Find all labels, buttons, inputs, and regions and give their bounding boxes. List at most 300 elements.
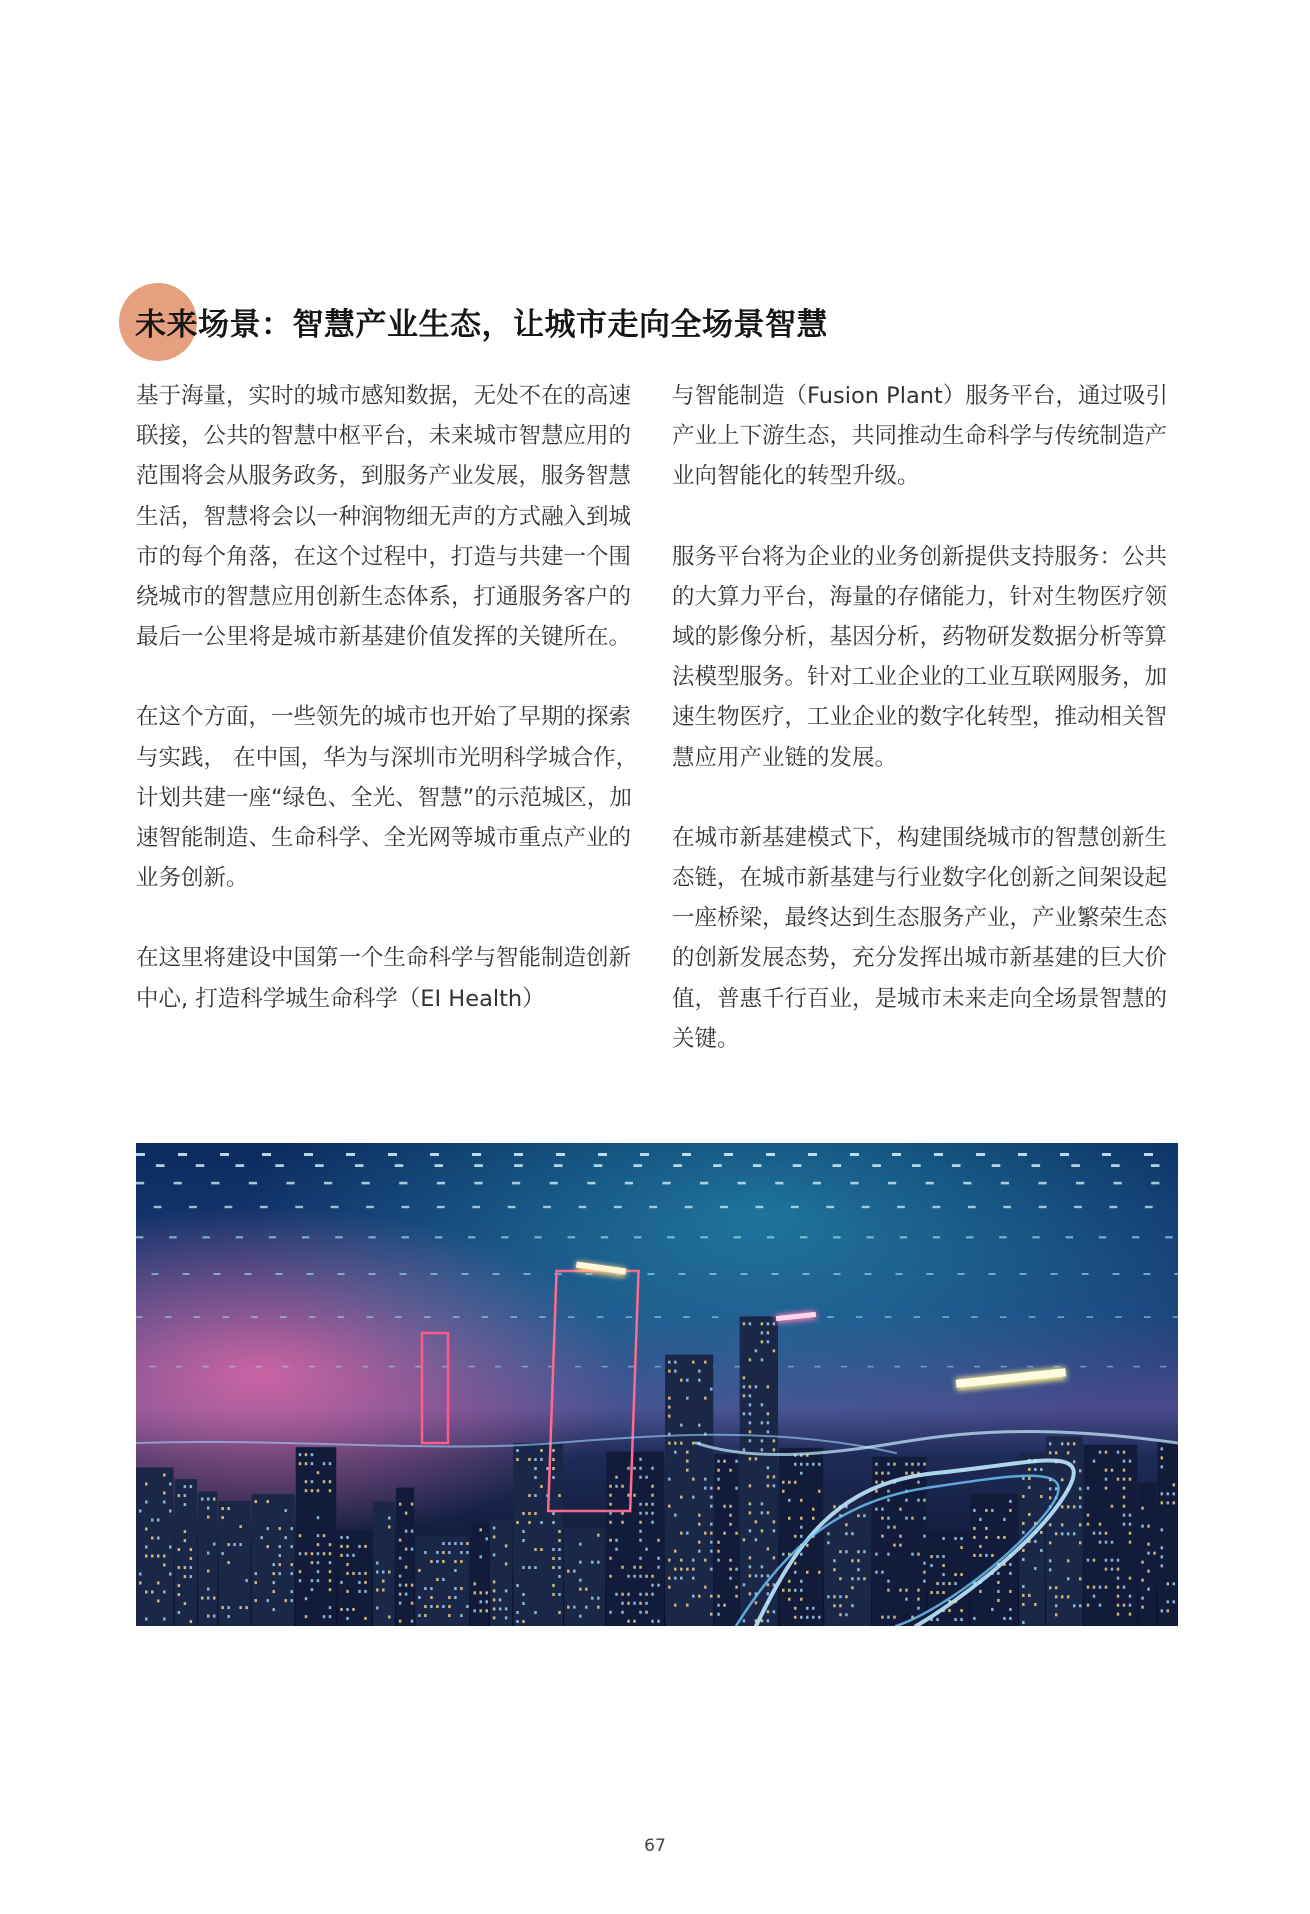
window-light (749, 1574, 752, 1577)
window-light (1028, 1477, 1031, 1480)
window-light (767, 1385, 770, 1388)
window-light (735, 1532, 738, 1535)
window-light (1123, 1505, 1126, 1508)
window-light (1003, 1617, 1006, 1620)
grid-light (1039, 1206, 1047, 1208)
grid-light (1058, 1316, 1065, 1318)
grid-light (974, 1366, 980, 1368)
window-light (794, 1481, 797, 1484)
window-light (157, 1518, 160, 1521)
window-light (329, 1462, 332, 1465)
window-light (442, 1542, 445, 1545)
window-light (207, 1516, 210, 1519)
left-column (136, 376, 644, 1059)
window-light (227, 1543, 230, 1546)
window-light (178, 1593, 181, 1596)
window-light (352, 1572, 355, 1575)
window-light (627, 1467, 630, 1470)
window-light (424, 1605, 427, 1608)
window-light (633, 1467, 636, 1470)
window-light (460, 1560, 463, 1563)
window-light (505, 1607, 508, 1610)
grid-light (136, 1236, 143, 1238)
window-light (710, 1388, 713, 1391)
window-light (609, 1575, 612, 1578)
window-light (290, 1572, 293, 1575)
window-light (845, 1595, 848, 1598)
window-light (207, 1570, 210, 1573)
window-light (1105, 1451, 1108, 1454)
window-light (674, 1550, 677, 1553)
window-light (399, 1602, 402, 1605)
window-light (1105, 1541, 1108, 1544)
window-light (1067, 1595, 1070, 1598)
window-light (942, 1582, 945, 1585)
window-light (743, 1385, 746, 1388)
window-light (621, 1611, 624, 1614)
window-light (985, 1527, 988, 1530)
window-light (609, 1494, 612, 1497)
window-light (755, 1538, 758, 1541)
window-light (991, 1509, 994, 1512)
window-light (800, 1499, 803, 1502)
window-light (299, 1552, 302, 1555)
window-light (552, 1557, 555, 1560)
grid-light (833, 1236, 840, 1238)
window-light (1147, 1570, 1150, 1573)
window-light (1034, 1603, 1037, 1606)
window-light (639, 1593, 642, 1596)
grid-light (236, 1164, 245, 1167)
window-light (960, 1573, 963, 1576)
window-light (558, 1593, 561, 1596)
window-light (749, 1403, 752, 1406)
window-light (621, 1593, 624, 1596)
grid-light (963, 1182, 971, 1185)
window-light (875, 1490, 878, 1493)
window-light (615, 1548, 618, 1551)
window-light (522, 1530, 525, 1533)
window-light (1079, 1469, 1082, 1472)
grid-light (926, 1182, 934, 1185)
window-light (1129, 1523, 1132, 1526)
window-light (311, 1561, 314, 1564)
grid-light (894, 1366, 900, 1368)
window-light (833, 1568, 836, 1571)
window-light (639, 1458, 642, 1461)
grid-light (388, 1153, 397, 1156)
window-light (674, 1577, 677, 1580)
page-number: 67 (644, 1836, 666, 1856)
grid-light (586, 1273, 593, 1275)
window-light (680, 1532, 683, 1535)
building (927, 1531, 969, 1626)
window-light (621, 1521, 624, 1524)
window-light (1099, 1586, 1102, 1589)
window-light (881, 1571, 884, 1574)
paragraph: 服务平台将为企业的业务创新提供支持服务：公共的大算力平台，海量的存储能力，针对生物医疗领域的影像分析，基因分析，药物研发数据分析等算法模型服务。针对工业企业的工业互联网服务，加速生物医疗，工业企业的数字化转型，推动相关智慧应用产业链的发展。 (672, 543, 1168, 771)
grid-light (614, 1206, 622, 1208)
building (1046, 1436, 1083, 1626)
window-light (1099, 1532, 1102, 1535)
grid-light (927, 1273, 934, 1275)
grid-light (685, 1206, 693, 1208)
window-light (668, 1415, 671, 1418)
window-light (991, 1608, 994, 1611)
window-light (788, 1580, 791, 1583)
window-light (1061, 1505, 1064, 1508)
window-light (388, 1516, 391, 1519)
window-light (657, 1620, 660, 1623)
window-light (806, 1616, 809, 1619)
window-light (485, 1537, 488, 1540)
window-light (743, 1538, 746, 1541)
window-light (272, 1608, 275, 1611)
window-light (352, 1608, 355, 1611)
window-light (448, 1542, 451, 1545)
grid-light (338, 1316, 345, 1318)
grid-light (430, 1153, 439, 1156)
grid-light (514, 1164, 523, 1167)
window-light (887, 1472, 890, 1475)
window-light (936, 1582, 939, 1585)
window-light (960, 1537, 963, 1540)
window-light (1129, 1460, 1132, 1463)
window-light (698, 1541, 701, 1544)
grid-light (568, 1316, 575, 1318)
window-light (729, 1577, 732, 1580)
grid-light (568, 1236, 575, 1238)
window-light (1079, 1604, 1082, 1607)
window-light (1009, 1590, 1012, 1593)
window-light (299, 1570, 302, 1573)
window-light (245, 1579, 248, 1582)
window-light (1123, 1487, 1126, 1490)
window-light (448, 1605, 451, 1608)
window-light (773, 1475, 776, 1478)
window-light (723, 1604, 726, 1607)
window-light (639, 1602, 642, 1605)
window-light (184, 1485, 187, 1488)
window-light (305, 1552, 308, 1555)
grid-light (309, 1316, 316, 1318)
window-light (278, 1572, 281, 1575)
window-light (184, 1575, 187, 1578)
window-light (323, 1615, 326, 1618)
window-light (899, 1535, 902, 1538)
grid-light (1020, 1273, 1027, 1275)
grid-light (738, 1182, 746, 1185)
grid-light (700, 1182, 708, 1185)
grid-light (482, 1316, 489, 1318)
window-light (651, 1485, 654, 1488)
window-light (806, 1607, 809, 1610)
window-light (729, 1514, 732, 1517)
window-light (930, 1564, 933, 1567)
window-light (1067, 1442, 1070, 1445)
window-light (597, 1561, 600, 1564)
window-light (1105, 1586, 1108, 1589)
window-light (454, 1596, 457, 1599)
window-light (1117, 1568, 1120, 1571)
window-light (704, 1586, 707, 1589)
window-light (749, 1592, 752, 1595)
window-light (323, 1480, 326, 1483)
window-light (674, 1604, 677, 1607)
window-light (851, 1604, 854, 1607)
window-light (1049, 1496, 1052, 1499)
window-light (499, 1607, 502, 1610)
window-light (329, 1588, 332, 1591)
window-light (743, 1448, 746, 1451)
window-light (923, 1517, 926, 1520)
window-light (1173, 1483, 1176, 1486)
window-light (1161, 1447, 1164, 1450)
grid-light (673, 1164, 682, 1167)
window-light (516, 1611, 519, 1614)
window-light (881, 1508, 884, 1511)
grid-light (788, 1366, 794, 1368)
building (296, 1447, 337, 1626)
window-light (985, 1509, 988, 1512)
window-light (329, 1615, 332, 1618)
grid-light (245, 1273, 252, 1275)
window-light (923, 1499, 926, 1502)
window-light (893, 1526, 896, 1529)
grid-light (626, 1316, 633, 1318)
window-light (839, 1613, 842, 1616)
window-light (1141, 1579, 1144, 1582)
window-light (979, 1554, 982, 1557)
window-light (534, 1548, 537, 1551)
window-light (1093, 1532, 1096, 1535)
grid-light (512, 1182, 520, 1185)
grid-light (1144, 1273, 1151, 1275)
grid-light (335, 1236, 342, 1238)
grid-light (154, 1206, 162, 1208)
window-light (534, 1512, 537, 1515)
window-light (729, 1505, 732, 1508)
window-light (190, 1557, 193, 1560)
grid-light (474, 1182, 482, 1185)
window-light (954, 1537, 957, 1540)
grid-light (793, 1164, 802, 1167)
window-light (157, 1536, 160, 1539)
window-light (657, 1584, 660, 1587)
window-light (1093, 1586, 1096, 1589)
window-light (1129, 1514, 1132, 1517)
window-light (405, 1584, 408, 1587)
window-light (221, 1507, 224, 1510)
grid-light (1114, 1182, 1122, 1185)
grid-light (1038, 1182, 1046, 1185)
window-light (260, 1536, 263, 1539)
window-light (221, 1516, 224, 1519)
window-light (278, 1563, 281, 1566)
grid-light (868, 1366, 874, 1368)
window-light (169, 1545, 172, 1548)
window-light (1087, 1514, 1090, 1517)
window-light (1061, 1523, 1064, 1526)
window-light (346, 1608, 349, 1611)
window-light (1161, 1528, 1164, 1531)
window-light (1093, 1595, 1096, 1598)
window-light (794, 1589, 797, 1592)
window-light (382, 1570, 385, 1573)
window-light (540, 1521, 543, 1524)
grid-light (579, 1206, 587, 1208)
grid-light (1134, 1366, 1140, 1368)
grid-light (534, 1236, 541, 1238)
window-light (579, 1579, 582, 1582)
window-light (973, 1536, 976, 1539)
window-light (717, 1559, 720, 1562)
window-light (1061, 1442, 1064, 1445)
grid-light (251, 1316, 258, 1318)
window-light (615, 1539, 618, 1542)
grid-light (550, 1182, 558, 1185)
grid-light (628, 1366, 634, 1368)
window-light (761, 1529, 764, 1532)
window-light (749, 1529, 752, 1532)
window-light (340, 1554, 343, 1557)
window-light (1123, 1478, 1126, 1481)
window-light (201, 1498, 204, 1501)
window-light (917, 1589, 920, 1592)
window-light (552, 1476, 555, 1479)
grid-light (1115, 1316, 1122, 1318)
window-light (767, 1430, 770, 1433)
window-light (923, 1571, 926, 1574)
window-light (657, 1557, 660, 1560)
window-light (1129, 1595, 1132, 1598)
window-light (782, 1490, 785, 1493)
window-light (522, 1593, 525, 1596)
window-light (418, 1596, 421, 1599)
window-light (505, 1589, 508, 1592)
window-light (352, 1554, 355, 1557)
grid-light (402, 1206, 410, 1208)
window-light (340, 1536, 343, 1539)
grid-light (753, 1164, 762, 1167)
window-light (399, 1503, 402, 1506)
window-light (1073, 1505, 1076, 1508)
window-light (845, 1550, 848, 1553)
window-light (493, 1589, 496, 1592)
window-light (479, 1600, 482, 1603)
window-light (743, 1394, 746, 1397)
window-light (1034, 1567, 1037, 1570)
grid-light (338, 1273, 345, 1275)
window-light (767, 1592, 770, 1595)
window-light (609, 1485, 612, 1488)
window-light (207, 1507, 210, 1510)
window-light (278, 1527, 281, 1530)
window-light (749, 1430, 752, 1433)
window-light (674, 1451, 677, 1454)
grid-light (679, 1273, 686, 1275)
window-light (839, 1577, 842, 1580)
grid-light (395, 1316, 402, 1318)
window-light (788, 1499, 791, 1502)
window-light (923, 1580, 926, 1583)
window-light (767, 1619, 770, 1622)
window-light (735, 1568, 738, 1571)
window-light (1087, 1586, 1090, 1589)
window-light (505, 1562, 508, 1565)
window-light (534, 1467, 537, 1470)
window-light (184, 1602, 187, 1605)
window-light (184, 1494, 187, 1497)
window-light (917, 1499, 920, 1502)
grid-light (625, 1182, 633, 1185)
window-light (905, 1463, 908, 1466)
window-light (305, 1462, 308, 1465)
window-light (278, 1554, 281, 1557)
grid-light (850, 1182, 858, 1185)
window-light (973, 1527, 976, 1530)
window-light (812, 1463, 815, 1466)
window-light (245, 1606, 248, 1609)
paragraph: 在这个方面，一些领先的城市也开始了早期的探索与实践， 在中国，华为与深圳市光明科学城合作，计划共建一座“绿色、全光、智慧”的示范城区，加速智能制造、生命科学、全光网等城市重点产业的业务创新。 (136, 704, 639, 892)
window-light (311, 1453, 314, 1456)
window-light (704, 1532, 707, 1535)
window-light (773, 1448, 776, 1451)
window-light (558, 1575, 561, 1578)
grid-light (992, 1164, 1001, 1167)
window-light (278, 1545, 281, 1548)
window-light (1087, 1604, 1090, 1607)
window-light (1055, 1586, 1058, 1589)
grid-light (1060, 1153, 1069, 1156)
window-light (460, 1542, 463, 1545)
window-light (163, 1491, 166, 1494)
grid-light (1107, 1366, 1113, 1368)
grid-light (900, 1236, 907, 1238)
grid-light (331, 1206, 339, 1208)
paragraph: 与智能制造（Fusion Plant）服务平台，通过吸引产业上下游生态，共同推动生命科学与传统制造产业向智能化的转型升级。 (672, 383, 1168, 490)
window-light (639, 1467, 642, 1470)
window-light (1093, 1460, 1096, 1463)
window-light (299, 1453, 302, 1456)
window-light (190, 1566, 193, 1569)
window-light (698, 1550, 701, 1553)
window-light (621, 1485, 624, 1488)
window-light (954, 1618, 957, 1621)
window-light (729, 1523, 732, 1526)
window-light (272, 1563, 275, 1566)
window-light (1141, 1525, 1144, 1528)
window-light (399, 1620, 402, 1623)
grid-light (1086, 1316, 1093, 1318)
window-light (454, 1542, 457, 1545)
window-light (692, 1478, 695, 1481)
window-light (723, 1460, 726, 1463)
window-light (782, 1481, 785, 1484)
window-light (139, 1509, 142, 1512)
grid-light (1018, 1153, 1027, 1156)
grid-light (453, 1316, 460, 1318)
grid-light (866, 1236, 873, 1238)
grid-light (183, 1273, 190, 1275)
window-light (1129, 1604, 1132, 1607)
grid-light (366, 1316, 373, 1318)
grid-light (597, 1316, 604, 1318)
grid-light (1099, 1236, 1106, 1238)
window-light (627, 1602, 630, 1605)
window-light (710, 1532, 713, 1535)
window-light (704, 1487, 707, 1490)
